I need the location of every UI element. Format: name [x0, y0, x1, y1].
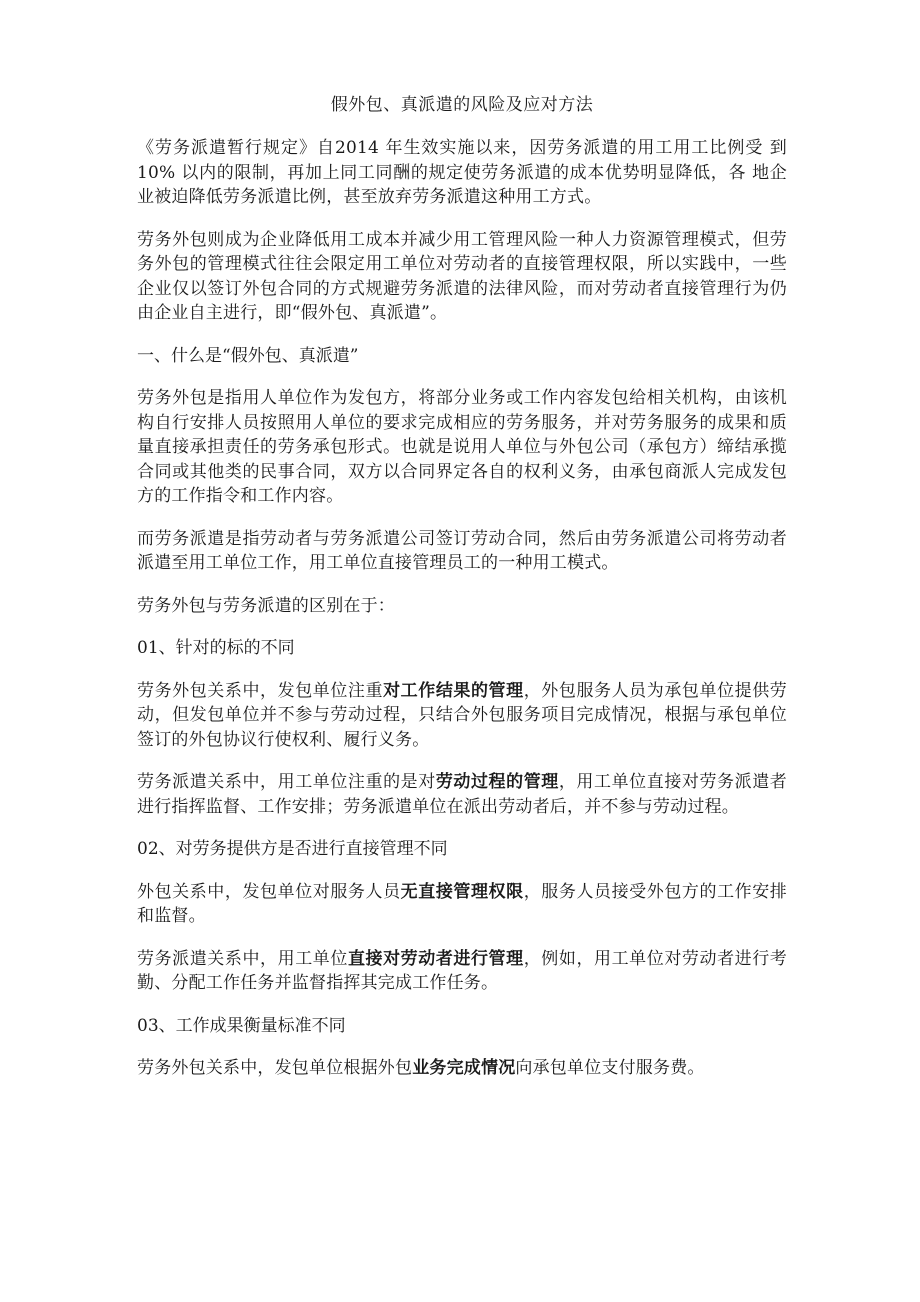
- difference-01-paragraph-1: [137, 679, 787, 753]
- text-run: ，用工单位直接对劳务派遣者进行指挥监督、工作安排；劳务派遣单位在派出劳动者后，并不参与劳动过程。: [137, 772, 787, 817]
- difference-02-paragraph-2: [137, 947, 787, 996]
- text-run: 劳务派遣关系中，用工单位注重的是对: [137, 772, 436, 792]
- text-run: ，服务人员接受外包方的工作安排和监督。: [137, 881, 788, 926]
- document-title: 假外包、真派遣的风险及应对方法: [330, 95, 594, 115]
- text-run: ，外包服务人员为承包单位提供劳动，但发包单位并不参与劳动过程，只结合外包服务项目完成情况，根据与承包单位签订的外包协议行使权利、履行义务。: [137, 680, 787, 750]
- difference-03-paragraph-1: [137, 1056, 787, 1081]
- bold-emphasis: 劳动过程的管理: [435, 772, 559, 792]
- difference-01-paragraph-2: [137, 770, 787, 819]
- outsourcing-definition-paragraph: 劳务外包是指用人单位作为发包方，将部分业务或工作内容发包给相关机构，由该机构自行安排人员按照用人单位的要求完成相应的劳务服务，并对劳务服务的成果和质量直接承担责任的劳务承包形式。也就是说用人单位与外包公司（承包方）缔结承揽合同或其他类的民事合同，双方以合同界定各自的权利义务，由承包商派人完成发包方的工作指令和工作内容。: [137, 388, 787, 506]
- text-run: ，例如，用工单位对劳动者进行考勤、分配工作任务并监督指挥其完成工作任务。: [137, 948, 788, 993]
- difference-heading-02: 02、对劳务提供方是否进行直接管理不同: [137, 839, 448, 859]
- text-run: 劳务外包关系中，发包单位注重: [137, 680, 384, 701]
- bold-emphasis: 业务完成情况: [412, 1058, 516, 1078]
- text-run: 劳务外包关系中，发包单位根据外包: [137, 1058, 413, 1078]
- intro-paragraph-2: 劳务外包则成为企业降低用工成本并减少用工管理风险一种人力资源管理模式，但劳务外包的管理模式往往会限定用工单位对劳动者的直接管理权限，所以实践中，一些企业仅以签订外包合同的方式规避劳务派遣的法律风险，而对劳动者直接管理行为仍由企业自主进行，即“假外包、真派遣”。: [137, 229, 787, 323]
- section-heading-1: 一、什么是“假外包、真派遣”: [137, 345, 359, 366]
- text-run: 劳务派遣关系中，用工单位: [137, 948, 348, 969]
- text-run: 外包关系中，发包单位对服务人员: [137, 881, 401, 902]
- dispatch-definition-paragraph: 而劳务派遣是指劳动者与劳务派遣公司签订劳动合同，然后由劳务派遣公司将劳动者派遣至用工单位工作，用工单位直接管理员工的一种用工模式。: [137, 528, 787, 573]
- text-run: 向承包单位支付服务费。: [515, 1058, 705, 1078]
- bold-emphasis: 对工作结果的管理: [383, 680, 524, 701]
- difference-intro-paragraph: 劳务外包与劳务派遣的区别在于：: [137, 595, 395, 616]
- intro-paragraph-1: 《劳务派遣暂行规定》自2014 年生效实施以来，因劳务派遣的用工用工比例受 到10% 以内的限制，再加上同工同酬的规定使劳务派遣的成本优势明显降低，各 地企业被迫降低劳务派遣比例，甚至放弃劳务派遣这种用工方式。: [137, 138, 787, 207]
- difference-heading-01: 01、针对的标的不同: [137, 638, 295, 658]
- document-body: [137, 92, 787, 1099]
- bold-emphasis: 直接对劳动者进行管理: [347, 948, 524, 969]
- difference-heading-03: 03、工作成果衡量标准不同: [137, 1015, 346, 1036]
- difference-02-paragraph-1: [137, 880, 787, 929]
- bold-emphasis: 无直接管理权限: [400, 881, 524, 902]
